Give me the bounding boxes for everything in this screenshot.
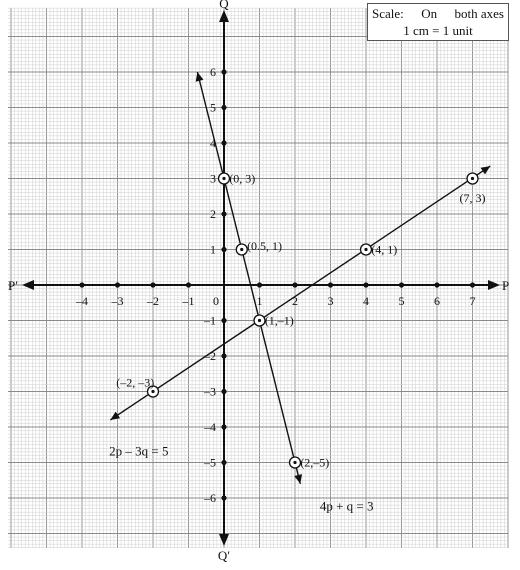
y-axis-tick-dot: [221, 460, 226, 465]
data-point-label: (0, 3): [229, 171, 256, 186]
data-point: [290, 457, 301, 468]
scale-note-box: [367, 3, 509, 41]
data-point-dot: [240, 248, 243, 251]
x-axis-tick-dot: [79, 282, 84, 287]
data-point-label: (4, 1): [371, 242, 398, 257]
x-axis-tick-dot: [363, 282, 368, 287]
x-axis-negative-label: P′: [8, 278, 19, 293]
y-axis-tick-dot: [221, 140, 226, 145]
y-tick-label: –6: [204, 491, 216, 505]
y-tick-label: –3: [204, 384, 216, 399]
x-tick-label: 5: [398, 294, 405, 308]
y-axis-tick-dot: [221, 211, 226, 216]
y-axis-tick-dot: [221, 247, 226, 252]
y-axis-negative-label: Q′: [217, 548, 231, 563]
y-tick-label: 3: [210, 171, 216, 186]
y-tick-label: –2: [204, 349, 216, 363]
series-label-2: 4p + q = 3: [319, 498, 374, 514]
x-tick-label: –1: [182, 294, 195, 308]
data-point: [219, 173, 230, 184]
series-label-1: 2p – 3q = 5: [109, 443, 169, 459]
x-axis-tick-dot: [115, 282, 120, 287]
x-tick-label: 6: [434, 294, 440, 308]
data-point: [467, 173, 478, 184]
x-axis-tick-dot: [292, 282, 297, 287]
x-tick-label: 4: [363, 294, 369, 308]
data-point-dot: [151, 390, 154, 393]
y-tick-label: 6: [210, 65, 216, 79]
data-point-dot: [258, 319, 261, 322]
scale-note-line-2: 1 cm = 1 unit: [403, 23, 473, 38]
x-axis-tick-dot: [399, 282, 404, 287]
x-axis-tick-dot: [328, 282, 333, 287]
y-axis-tick-dot: [221, 495, 226, 500]
y-axis-tick-dot: [221, 69, 226, 74]
data-point-label: (1,–1): [264, 313, 294, 328]
data-point-dot: [364, 248, 367, 251]
data-point-dot: [293, 461, 296, 464]
data-point: [361, 244, 372, 255]
scale-note-axes: both axes: [454, 6, 504, 21]
data-point: [254, 315, 265, 326]
x-tick-label: –4: [76, 294, 88, 308]
x-axis-positive-label: P: [502, 278, 510, 293]
x-axis-tick-dot: [434, 282, 439, 287]
x-tick-label: 7: [469, 294, 476, 308]
x-axis-tick-dot: [150, 282, 155, 287]
y-axis-positive-label: Q: [219, 0, 229, 11]
y-axis-tick-dot: [221, 318, 226, 323]
y-tick-label: 4: [210, 136, 216, 150]
x-axis-tick-dot: [470, 282, 475, 287]
data-point-dot: [222, 177, 225, 180]
x-axis-tick-dot: [257, 282, 262, 287]
y-tick-label: 1: [210, 242, 216, 257]
scale-note-line-1: [372, 5, 504, 22]
scale-note-on: On: [421, 6, 438, 21]
y-axis-tick-dot: [221, 424, 226, 429]
data-point-label: (–2, –3): [116, 375, 155, 390]
x-axis-tick-dot: [186, 282, 191, 287]
y-tick-label: 5: [210, 100, 216, 115]
y-tick-label: –1: [204, 313, 216, 328]
data-point-label: (7, 3): [459, 191, 486, 206]
data-point-dot: [471, 177, 474, 180]
y-axis-tick-dot: [221, 389, 226, 394]
y-tick-label: –5: [204, 455, 216, 470]
scale-note-label: Scale:: [372, 6, 404, 21]
x-tick-label: 1: [256, 294, 263, 308]
y-tick-label: 2: [210, 207, 216, 221]
data-point-label: (2,–5): [300, 455, 330, 470]
x-tick-label: 2: [292, 294, 298, 308]
y-axis-tick-dot: [221, 105, 226, 110]
y-axis-tick-dot: [221, 353, 226, 358]
data-point: [236, 244, 247, 255]
x-tick-label: –3: [111, 294, 124, 308]
x-tick-label: 3: [327, 294, 334, 308]
x-tick-label: –2: [147, 294, 159, 308]
x-tick-label: 0: [213, 294, 219, 308]
data-point-label: (0.5, 1): [247, 238, 283, 253]
y-tick-label: –4: [204, 420, 216, 434]
